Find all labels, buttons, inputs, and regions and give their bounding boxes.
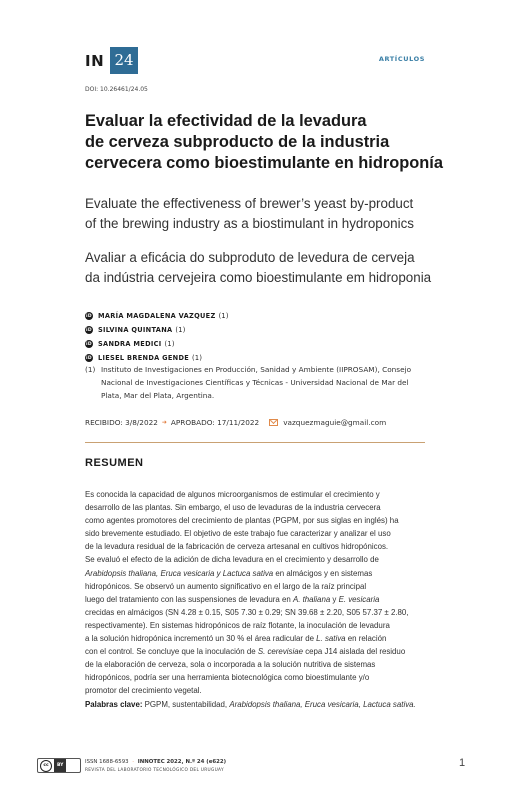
doi-link[interactable]: DOI: 10.26461/24.05 [85, 86, 148, 93]
author-item [85, 309, 229, 323]
dates-row [85, 418, 386, 427]
author-name[interactable]: LIESEL BRENDA GENDE [98, 354, 190, 362]
author-name[interactable]: SILVINA QUINTANA [98, 326, 173, 334]
orcid-icon[interactable]: iD [86, 355, 92, 361]
abstract-line: Es conocida la capacidad de algunos microorganismos de estimular el crecimiento y [85, 490, 380, 499]
journal-citation: INNOTEC 2022, N.º 24 (e622) [137, 759, 227, 765]
affiliation-number: (1) [85, 365, 96, 374]
title-pt-line: da indústria cervejeira como bioestimulante em hidroponia [85, 270, 432, 285]
abstract-body [85, 488, 430, 711]
title-line: de cerveza subproducto de la industria [85, 133, 390, 151]
journal-logo-number: 24 [110, 47, 138, 74]
footer-issn [85, 759, 226, 765]
author-item [85, 323, 229, 337]
title-en-line: of the brewing industry as a biostimulant in hydroponics [85, 216, 414, 231]
abstract-line: promotor del crecimiento vegetal. [85, 686, 202, 696]
abstract-line: sido brevemente estudiado. El objetivo de este trabajo fue caracterizar y analizar el uso [85, 529, 391, 539]
article-title-es [85, 111, 445, 174]
author-affiliation-ref: (1) [175, 326, 186, 334]
author-affiliation-ref: (1) [192, 354, 203, 362]
author-affiliation-ref: (1) [164, 340, 175, 348]
cc-icon: cc [40, 760, 52, 772]
keywords-list: PGPM, sustentabilidad, Arabidopsis thaliana, Eruca vesicaria, Lactuca sativa. [142, 699, 416, 709]
author-item [85, 337, 229, 351]
section-label: ARTÍCULOS [378, 55, 425, 63]
orcid-icon[interactable]: iD [86, 327, 92, 333]
author-name[interactable]: SANDRA MEDICI [98, 340, 162, 348]
abstract-line: a la solución hidropónica incrementó un 30 % el área radicular de L. sativa en relación [85, 634, 387, 644]
page-number: 1 [459, 757, 466, 769]
keywords [85, 698, 430, 711]
orcid-icon[interactable]: iD [86, 313, 92, 319]
abstract-line: con el control. Se concluye que la inoculación de S. cerevisiae cepa J14 aislada del residuo [85, 647, 406, 657]
abstract-line: respectivamente). En sistemas hidropónicos de raíz flotante, la inoculación de levadura [85, 620, 390, 630]
resumen-heading: RESUMEN [85, 457, 144, 469]
author-list [85, 309, 229, 365]
divider [85, 442, 425, 443]
affiliation-line: Instituto de Investigaciones en Producción, Sanidad y Ambiente (IIPROSAM), Consejo [101, 365, 412, 374]
affiliation-line: Nacional de Investigaciones Científicas y Técnicas - Universidad Nacional de Mar del [101, 378, 409, 387]
article-title-pt [85, 248, 445, 288]
abstract-line: desarrollo de las plantas. Sin embargo, el uso de levaduras de la industria cervecera [85, 503, 381, 513]
received-date: RECIBIDO: 3/8/2022 [85, 418, 158, 427]
affiliation [85, 363, 425, 402]
issn: ISSN 1688-6593 [85, 759, 129, 765]
by-icon: BY [54, 759, 66, 772]
author-affiliation-ref: (1) [218, 312, 229, 320]
title-en-line: Evaluate the effectiveness of brewer’s yeast by-product [85, 196, 414, 211]
abstract-line: de la elaboración de cerveza, sola o incorporada a la solución nutritiva de sistemas [85, 660, 376, 670]
title-line: Evaluar la efectividad de la levadura [85, 112, 367, 130]
abstract-line: como agentes promotores del crecimiento de plantas (PGPM, por sus siglas en inglés) ha [85, 516, 399, 526]
author-name[interactable]: MARÍA MAGDALENA VAZQUEZ [98, 312, 216, 320]
keywords-label: Palabras clave: [85, 699, 143, 709]
abstract-line: hidropónicos, podría ser una herramienta biotecnológica como bioestimulante y/o [85, 673, 370, 683]
arrow-right-icon: ➜ [161, 419, 167, 426]
abstract-line: luego del tratamiento con las suspensiones de levadura en A. thaliana y E. vesicaria [85, 594, 380, 604]
article-title-en [85, 194, 445, 234]
title-line: cervecera como bioestimulante en hidroponía [85, 154, 443, 172]
mail-icon [269, 419, 278, 426]
affiliation-line: Plata, Mar del Plata, Argentina. [101, 391, 215, 400]
abstract-line: crecidas en almácigos (SN 4.28 ± 0.15, S05 7.30 ± 0.29; SN 39.68 ± 2.20, S05 57.37 ± 2.80, [85, 607, 409, 617]
separator-dot: · [132, 759, 134, 765]
abstract-line: hidropónicos. Se observó un aumento significativo en el largo de la raíz principal [85, 581, 367, 591]
abstract-line: Arabidopsis thaliana, Eruca vesicaria y Lactuca sativa en almácigos y en sistemas [85, 568, 373, 578]
title-pt-line: Avaliar a eficácia do subproduto de levedura de cerveja [85, 250, 415, 265]
abstract-line: de la levadura residual de la fabricación de cerveza artesanal en cultivos hidropónicos. [85, 542, 389, 552]
abstract-line: Se evaluó el efecto de la adición de dicha levadura en el crecimiento y desarrollo de [85, 555, 379, 565]
approved-date: APROBADO: 17/11/2022 [170, 418, 260, 427]
author-email[interactable]: vazquezmaguie@gmail.com [283, 418, 387, 427]
journal-logo-text: IN [85, 52, 105, 70]
footer-publisher: REVISTA DEL LABORATORIO TECNOLÓGICO DEL URUGUAY [85, 768, 224, 773]
cc-license-badge[interactable] [37, 758, 81, 773]
orcid-icon[interactable]: iD [86, 341, 92, 347]
